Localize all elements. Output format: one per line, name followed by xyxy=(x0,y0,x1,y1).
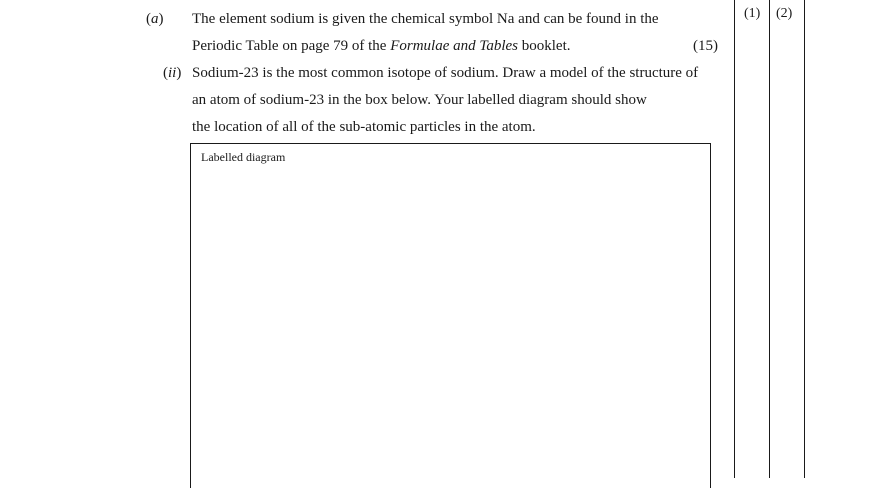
subpart-line-2: an atom of sodium-23 in the box below. Your labelled diagram should show xyxy=(192,92,647,108)
subpart-label: (ii) xyxy=(163,65,182,81)
question-line-1: The element sodium is given the chemical symbol Na and can be found in the xyxy=(192,11,659,27)
margin-divider-3 xyxy=(804,0,805,478)
part-letter: a xyxy=(151,11,159,27)
subpart-line-3: the location of all of the sub-atomic particles in the atom. xyxy=(192,119,536,135)
margin-column-1-heading: (1) xyxy=(744,6,761,21)
subpart-numeral: ii xyxy=(168,65,177,81)
answer-box-label: Labelled diagram xyxy=(201,150,286,164)
answer-box[interactable] xyxy=(190,143,711,488)
line-2-prefix: Periodic Table on page 79 of the xyxy=(192,38,391,54)
margin-divider-1 xyxy=(734,0,735,478)
marks-value: (15) xyxy=(693,38,718,54)
margin-divider-2 xyxy=(769,0,770,478)
question-part-label: (a) xyxy=(146,11,164,27)
subpart-line-1: Sodium-23 is the most common isotope of sodium. Draw a model of the structure of xyxy=(192,65,699,81)
booklet-title: Formulae and Tables xyxy=(390,38,518,54)
line-2-suffix: booklet. xyxy=(518,38,571,54)
margin-column-2-heading: (2) xyxy=(776,6,793,21)
question-line-2 xyxy=(192,37,571,55)
